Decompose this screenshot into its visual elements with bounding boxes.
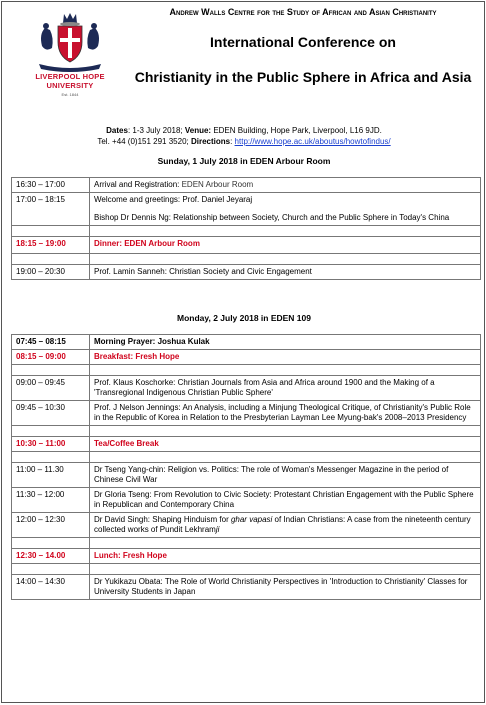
session-cell: Dinner: EDEN Arbour Room — [90, 237, 481, 254]
session-cell: Morning Prayer: Joshua Kulak — [90, 335, 481, 350]
time-cell: 18:15 – 19:00 — [12, 237, 90, 254]
table-row — [12, 401, 481, 426]
table-row — [12, 178, 481, 193]
conference-topic: Christianity in the Public Sphere in Africa and Asia — [134, 69, 472, 85]
table-row — [12, 463, 481, 488]
time-cell: 16:30 – 17:00 — [12, 178, 90, 193]
session-cell: Prof. Lamin Sanneh: Christian Society and Civic Engagement — [90, 265, 481, 280]
session-cell: Prof. J Nelson Jennings: An Analysis, including a Minjung Theological Critique, of Christianity's Public Role in the Republic of Korea in Relation to the Presbyterian Layman Lee Myung-bak's 2008–2013 Presidency — [90, 401, 481, 426]
conference-title: International Conference on — [210, 34, 396, 50]
crest-icon — [31, 8, 109, 72]
venue-value: EDEN Building, Hope Park, Liverpool, L16 9JD. — [211, 126, 382, 135]
time-cell: 08:15 – 09:00 — [12, 350, 90, 365]
session-cell: Arrival and Registration: EDEN Arbour Room — [90, 178, 481, 193]
session-cell: Lunch: Fresh Hope — [90, 549, 481, 564]
table-row — [12, 488, 481, 513]
programme-page — [1, 1, 485, 703]
table-row — [12, 265, 481, 280]
directions-label: Directions — [190, 137, 231, 146]
session-cell: Dr David Singh: Shaping Hinduism for ghar vapasi of Indian Christians: A case from the nineteenth century collected works of Pundit Lekhramji — [90, 513, 481, 538]
table-row — [12, 437, 481, 452]
time-cell: 12:30 – 14.00 — [12, 549, 90, 564]
time-cell: 12:00 – 12:30 — [12, 513, 90, 538]
university-logo — [20, 8, 120, 97]
time-cell: 11:00 – 11.30 — [12, 463, 90, 488]
time-cell: 07:45 – 08:15 — [12, 335, 90, 350]
time-cell: 09:00 – 09:45 — [12, 376, 90, 401]
dates-value: : 1-3 July 2018; — [127, 126, 185, 135]
tel: Tel. +44 (0)151 291 3520; — [97, 137, 191, 146]
table-row — [12, 564, 481, 575]
conference-details — [2, 125, 486, 147]
table-row — [12, 549, 481, 564]
table-row — [12, 538, 481, 549]
directions-link[interactable]: http://www.hope.ac.uk/aboutus/howtofindus/ — [234, 137, 391, 146]
day2-table — [11, 334, 481, 600]
table-row — [12, 226, 481, 237]
day1-table — [11, 177, 481, 280]
venue-label: Venue: — [184, 126, 212, 135]
table-row — [12, 426, 481, 437]
table-row — [12, 237, 481, 254]
session-cell: Prof. Klaus Koschorke: Christian Journals from Asia and Africa around 1900 and the Making of a 'Transregional Indigenous Christian Public Sphere' — [90, 376, 481, 401]
session-cell: Dr Tseng Yang-chin: Religion vs. Politics: The role of Woman's Messenger Magazine in the period of Chinese Civil War — [90, 463, 481, 488]
university-name: LIVERPOOL HOPE — [35, 72, 105, 81]
time-cell: 14:00 – 14:30 — [12, 575, 90, 600]
university-name-line2: UNIVERSITY — [46, 81, 94, 90]
table-row — [12, 254, 481, 265]
session-cell: Dr Gloria Tseng: From Revolution to Civic Society: Protestant Christian Engagement with the Public Sphere in Republican and Contemporary China — [90, 488, 481, 513]
table-row — [12, 376, 481, 401]
session-cell: Dr Yukikazu Obata: The Role of World Christianity Perspectives in 'Introduction to Christianity' Classes for University Students in Japan — [90, 575, 481, 600]
table-row — [12, 575, 481, 600]
session-cell: Breakfast: Fresh Hope — [90, 350, 481, 365]
table-row — [12, 193, 481, 226]
table-row — [12, 452, 481, 463]
dates-label: Dates — [106, 126, 128, 135]
centre-name: Andrew Walls Centre for the Study of African and Asian Christianity — [169, 7, 437, 17]
day2-heading: Monday, 2 July 2018 in EDEN 109 — [176, 313, 311, 323]
directions-sep: : — [230, 137, 235, 146]
day1-heading: Sunday, 1 July 2018 in EDEN Arbour Room — [157, 156, 331, 166]
time-cell: 19:00 – 20:30 — [12, 265, 90, 280]
table-row — [12, 350, 481, 365]
time-cell: 11:30 – 12:00 — [12, 488, 90, 513]
table-row — [12, 365, 481, 376]
table-row — [12, 335, 481, 350]
time-cell: 17:00 – 18:15 — [12, 193, 90, 226]
university-est: Est. 1844 — [61, 92, 79, 97]
session-cell: Tea/Coffee Break — [90, 437, 481, 452]
time-cell: 10:30 – 11:00 — [12, 437, 90, 452]
session-cell: Welcome and greetings: Prof. Daniel Jeyaraj Bishop Dr Dennis Ng: Relationship between Society, Church and the Public Sphere in Today's China — [90, 193, 481, 226]
table-row — [12, 513, 481, 538]
time-cell: 09:45 – 10:30 — [12, 401, 90, 426]
